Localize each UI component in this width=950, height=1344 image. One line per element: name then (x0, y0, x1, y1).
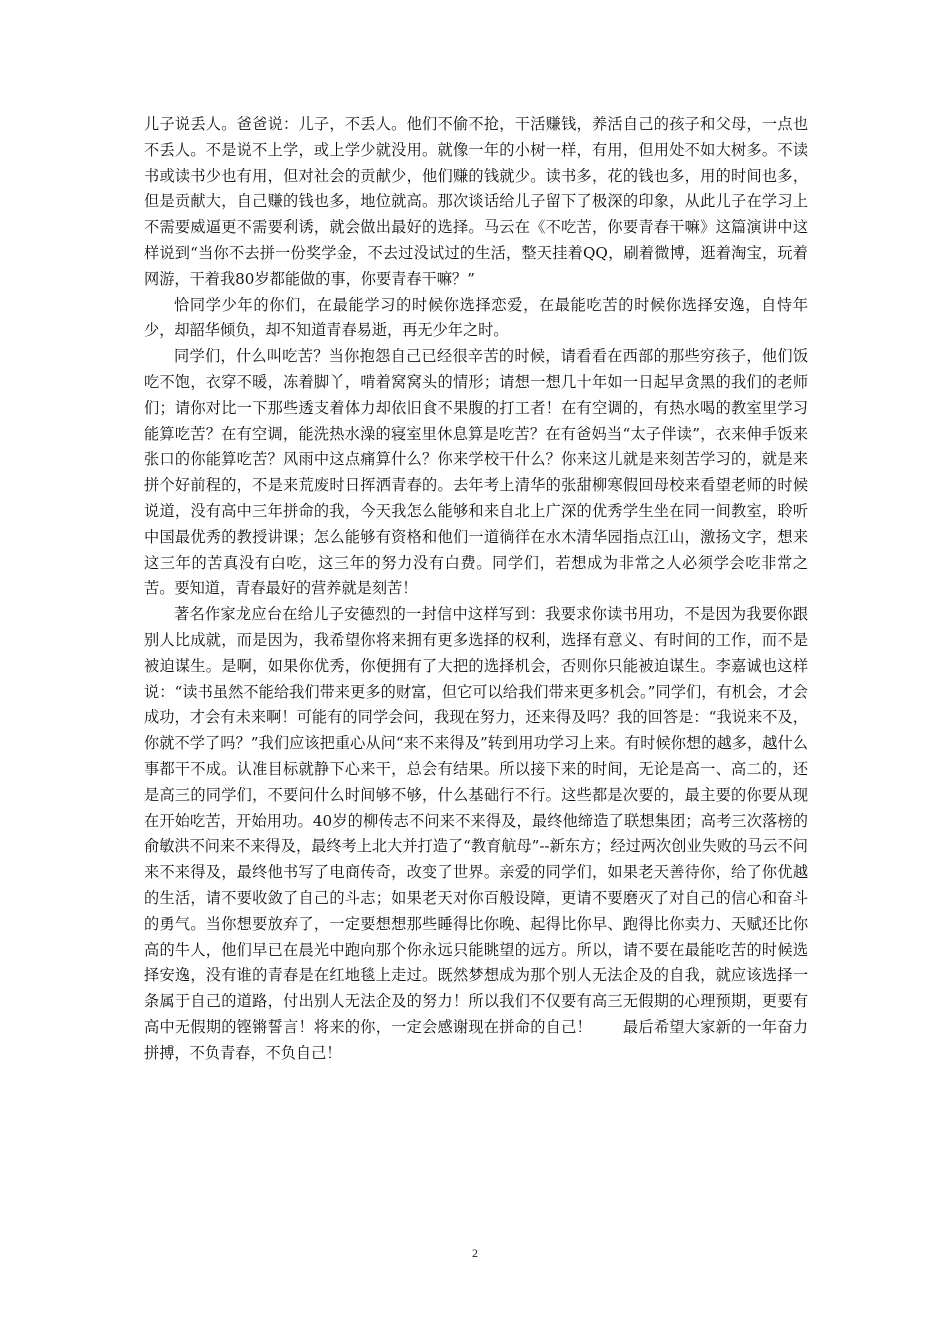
paragraph-4: 著名作家龙应台在给儿子安德烈的一封信中这样写到：我要求你读书用功，不是因为我要你跟别人比成就，而是因为，我希望你将来拥有更多选择的权利，选择有意义、有时间的工作，而不是被迫谋生。是啊，如果你优秀，你便拥有了大把的选择机会，否则你只能被迫谋生。李嘉诚也这样说：“读书虽然不能给我们带来更多的财富，但它可以给我们带来更多机会。”同学们，有机会，才会成功，才会有未来啊！可能有的同学会问，我现在努力，还来得及吗？我的回答是：“我说来不及，你就不学了吗？”我们应该把重心从问“来不来得及”转到用功学习上来。有时候你想的越多，越什么事都干不成。认准目标就静下心来干，总会有结果。所以接下来的时间，无论是高一、高二的，还是高三的同学们，不要问什么时间够不够，什么基础行不行。这些都是次要的，最主要的你要从现在开始吃苦，开始用功。40岁的柳传志不问来不来得及，最终他缔造了联想集团；高考三次落榜的俞敏洪不问来不来得及，最终考上北大并打造了“教育航母”--新东方；经过两次创业失败的马云不问来不来得及，最终他书写了电商传奇，改变了世界。亲爱的同学们，如果老天善待你，给了你优越的生活，请不要收敛了自己的斗志；如果老天对你百般设障，更请不要磨灭了对自己的信心和奋斗的勇气。当你想要放弃了，一定要想想那些睡得比你晚、起得比你早、跑得比你卖力、天赋还比你高的牛人，他们早已在晨光中跑向那个你永远只能眺望的远方。所以，请不要在最能吃苦的时候选择安逸，没有谁的青春是在红地毯上走过。既然梦想成为那个别人无法企及的自我，就应该选择一条属于自己的道路，付出别人无法企及的努力！所以我们不仅要有高三无假期的心理预期，更要有高中无假期的铿锵誓言！将来的你，一定会感谢现在拼命的自己！ 最后希望大家新的一年奋力拼搏，不负青春，不负自己！ (144, 605, 808, 1062)
page-number: 2 (472, 1246, 478, 1260)
paragraph-1: 儿子说丢人。爸爸说：儿子，不丢人。他们不偷不抢，干活赚钱，养活自己的孩子和父母，一点也不丢人。不是说不上学，或上学少就没用。就像一年的小树一样，有用，但用处不如大树多。不读书或读书少也有用，但对社会的贡献少，他们赚的钱就少。读书多，花的钱也多，用的时间也多，但是贡献大，自己赚的钱也多，地位就高。那次谈话给儿子留下了极深的印象，从此儿子在学习上不需要威逼更不需要利诱，就会做出最好的选择。马云在《不吃苦，你要青春干嘛》这篇演讲中这样说到“当你不去拼一份奖学金，不去过没试过的生活，整天挂着QQ，刷着微博，逛着淘宝，玩着网游，干着我80岁都能做的事，你要青春干嘛？” (144, 115, 808, 288)
paragraph-2: 恰同学少年的你们，在最能学习的时候你选择恋爱，在最能吃苦的时候你选择安逸，自恃年少，却韶华倾负，却不知道青春易逝，再无少年之时。 (144, 295, 808, 340)
document-body (144, 112, 808, 1066)
paragraph-3: 同学们，什么叫吃苦？当你抱怨自己已经很辛苦的时候，请看看在西部的那些穷孩子，他们饭吃不饱，衣穿不暖，冻着脚丫，啃着窝窝头的情形；请想一想几十年如一日起早贪黑的我们的老师们；请你对比一下那些透支着体力却依旧食不果腹的打工者！在有空调的，有热水喝的教室里学习能算吃苦？在有空调，能洗热水澡的寝室里休息算是吃苦？在有爸妈当“太子伴读”，衣来伸手饭来张口的你能算吃苦？风雨中这点痛算什么？你来学校干什么？你来这儿就是来刻苦学习的，就是来拼个好前程的，不是来荒废时日挥洒青春的。去年考上清华的张甜柳寒假回母校来看望老师的时候说道，没有高中三年拼命的我，今天我怎么能够和来自北上广深的优秀学生坐在同一间教室，聆听中国最优秀的教授讲课；怎么能够有资格和他们一道徜徉在水木清华园指点江山，激扬文字，想来这三年的苦真没有白吃，这三年的努力没有白费。同学们，若想成为非常之人必须学会吃非常之苦。要知道，青春最好的营养就是刻苦！ (144, 347, 808, 598)
